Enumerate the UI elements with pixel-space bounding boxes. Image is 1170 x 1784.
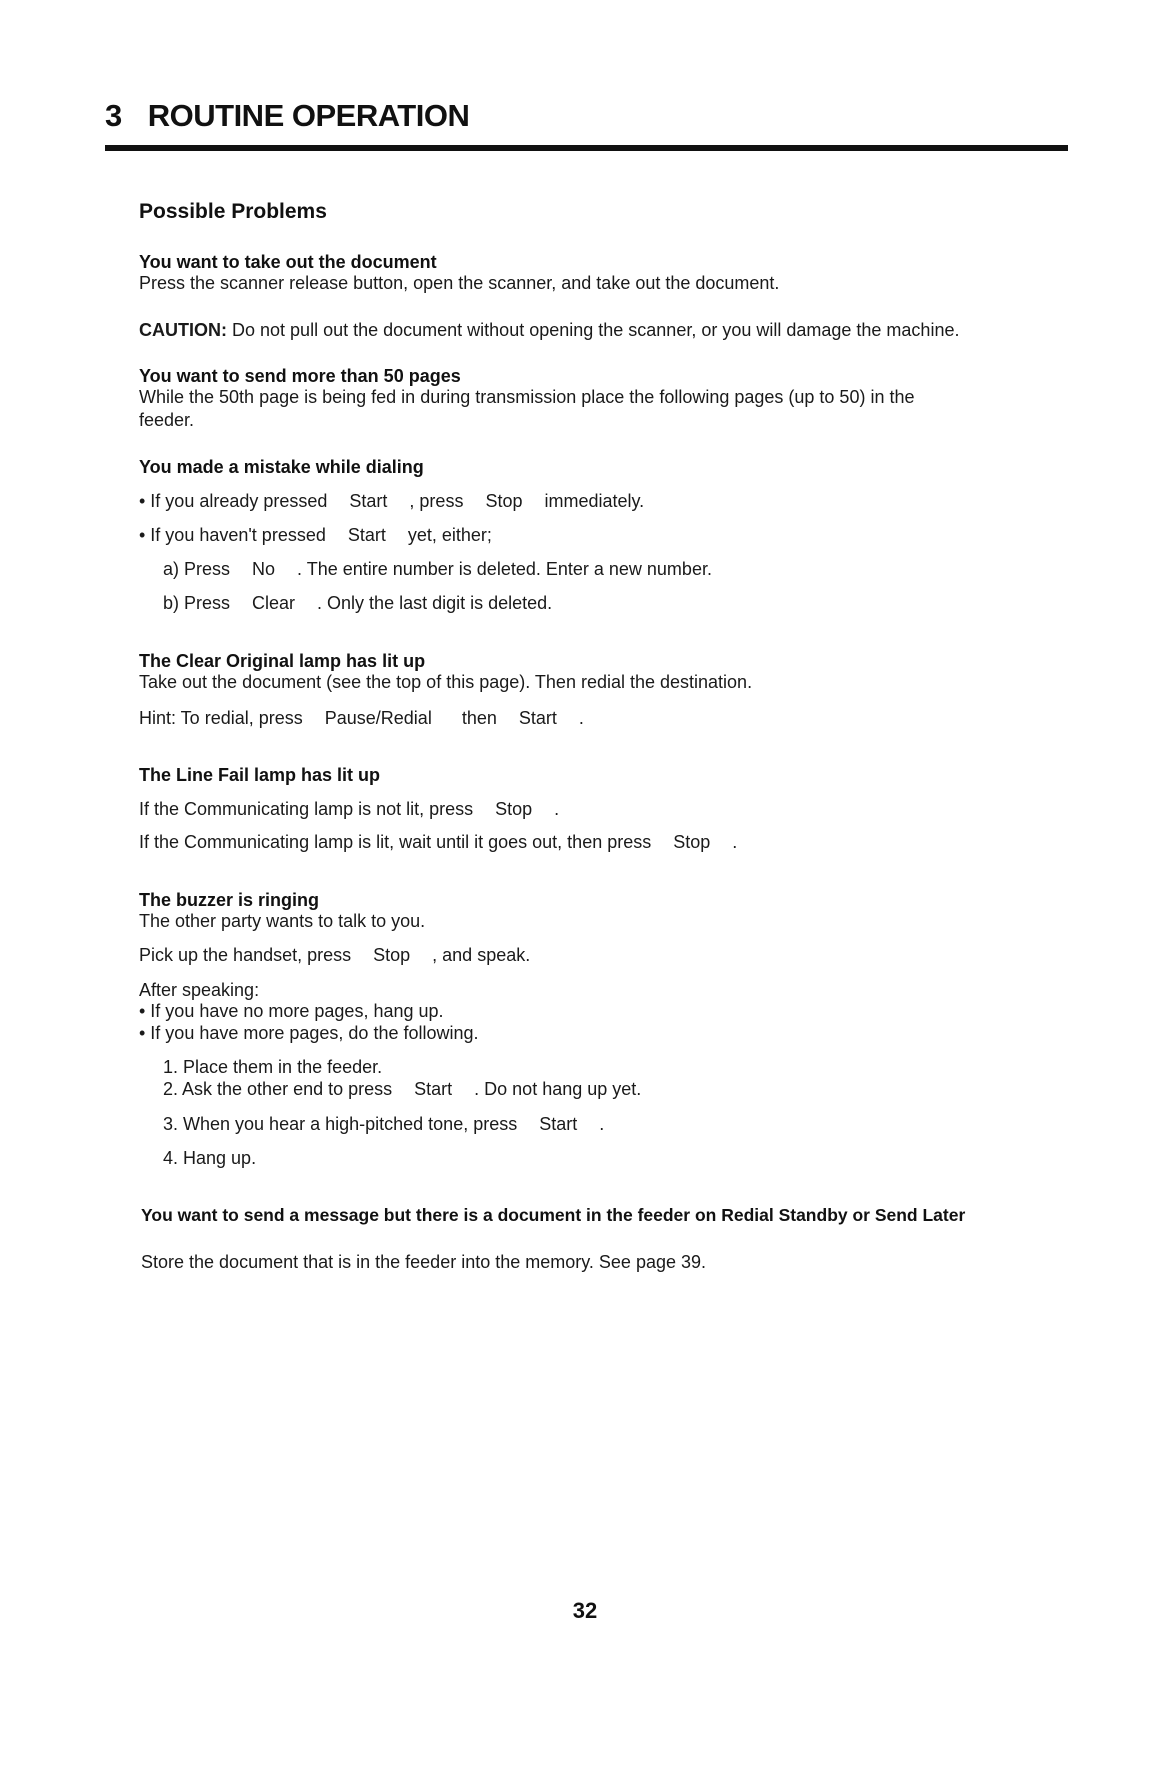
mistake-b2-pre: • If you haven't pressed bbox=[139, 525, 326, 545]
hint-pre: Hint: To redial, press bbox=[139, 708, 303, 728]
buzzer-after-speaking: After speaking: bbox=[139, 980, 260, 1000]
mistake-heading: You made a mistake while dialing bbox=[139, 457, 424, 477]
mistake-option-b bbox=[163, 593, 552, 614]
mistake-a-post: . The entire number is deleted. Enter a new number. bbox=[297, 559, 712, 579]
line-fail-heading: The Line Fail lamp has lit up bbox=[139, 765, 381, 785]
mistake-bullet-2 bbox=[139, 525, 492, 546]
chapter-title: ROUTINE OPERATION bbox=[147, 98, 470, 133]
take-out-text: Press the scanner release button, open the scanner, and take out the document. bbox=[139, 273, 780, 293]
chapter-rule bbox=[105, 145, 1068, 151]
caution-label: CAUTION: bbox=[139, 320, 227, 340]
page-number: 32 bbox=[572, 1598, 598, 1623]
buzzer-s3-pre: 3. When you hear a high-pitched tone, press bbox=[163, 1114, 518, 1134]
start-key-label: Start bbox=[518, 708, 557, 728]
buzzer-step-2 bbox=[163, 1079, 641, 1100]
mistake-option-a bbox=[163, 559, 712, 580]
mistake-b1-mid: , press bbox=[409, 491, 464, 511]
line-fail-l2-post: . bbox=[732, 832, 738, 852]
buzzer-bullet-2: • If you have more pages, do the following. bbox=[139, 1023, 479, 1043]
buzzer-heading: The buzzer is ringing bbox=[139, 890, 320, 910]
pause-redial-key-label: Pause/Redial bbox=[324, 708, 432, 728]
clear-key-label: Clear bbox=[252, 593, 296, 613]
message-heading: You want to send a message but there is a document in the feeder on Redial Standby or Send Later bbox=[141, 1205, 966, 1225]
caution-text: Do not pull out the document without opening the scanner, or you will damage the machine. bbox=[232, 320, 960, 340]
no-key-label: No bbox=[252, 559, 276, 579]
buzzer-s3-post: . bbox=[599, 1114, 605, 1134]
start-key-label: Start bbox=[349, 491, 388, 511]
buzzer-l2-post: , and speak. bbox=[432, 945, 531, 965]
clear-original-text: Take out the document (see the top of this page). Then redial the destination. bbox=[139, 672, 753, 692]
stop-key-label: Stop bbox=[485, 491, 523, 511]
stop-key-label: Stop bbox=[495, 799, 533, 819]
more-pages-line-1: While the 50th page is being fed in during transmission place the following pages (up to 50) in the bbox=[139, 387, 915, 407]
mistake-b1-pre: • If you already pressed bbox=[139, 491, 328, 511]
hint-mid: then bbox=[461, 708, 497, 728]
line-fail-l1-post: . bbox=[554, 799, 560, 819]
mistake-b2-post: yet, either; bbox=[407, 525, 492, 545]
line-fail-l2-pre: If the Communicating lamp is lit, wait until it goes out, then press bbox=[139, 832, 652, 852]
mistake-bullet-1 bbox=[139, 491, 644, 512]
start-key-label: Start bbox=[414, 1079, 453, 1099]
mistake-b1-post: immediately. bbox=[544, 491, 645, 511]
clear-original-heading: The Clear Original lamp has lit up bbox=[139, 651, 426, 671]
line-fail-l1-pre: If the Communicating lamp is not lit, press bbox=[139, 799, 474, 819]
more-pages-line-2: feeder. bbox=[139, 410, 195, 430]
line-fail-line-1 bbox=[139, 799, 559, 820]
take-out-heading: You want to take out the document bbox=[139, 252, 437, 272]
buzzer-s2-post: . Do not hang up yet. bbox=[474, 1079, 642, 1099]
hint-post: . bbox=[578, 708, 584, 728]
line-fail-line-2 bbox=[139, 832, 737, 853]
mistake-b-pre: b) Press bbox=[163, 593, 231, 613]
buzzer-step-4: 4. Hang up. bbox=[163, 1148, 257, 1168]
more-pages-heading: You want to send more than 50 pages bbox=[139, 366, 461, 386]
buzzer-l2-pre: Pick up the handset, press bbox=[139, 945, 352, 965]
stop-key-label: Stop bbox=[673, 832, 711, 852]
buzzer-step-1: 1. Place them in the feeder. bbox=[163, 1057, 383, 1077]
section-title: Possible Problems bbox=[139, 200, 327, 223]
start-key-label: Start bbox=[347, 525, 386, 545]
buzzer-bullet-1: • If you have no more pages, hang up. bbox=[139, 1001, 444, 1021]
caution-line bbox=[139, 320, 959, 341]
redial-hint bbox=[139, 708, 584, 729]
stop-key-label: Stop bbox=[373, 945, 411, 965]
buzzer-line-2 bbox=[139, 945, 530, 966]
buzzer-s2-pre: 2. Ask the other end to press bbox=[163, 1079, 393, 1099]
mistake-a-pre: a) Press bbox=[163, 559, 231, 579]
chapter-heading bbox=[105, 100, 469, 131]
buzzer-step-3 bbox=[163, 1114, 604, 1135]
buzzer-line-1: The other party wants to talk to you. bbox=[139, 911, 426, 931]
message-text: Store the document that is in the feeder into the memory. See page 39. bbox=[141, 1252, 707, 1272]
mistake-b-post: . Only the last digit is deleted. bbox=[317, 593, 553, 613]
chapter-number: 3 bbox=[105, 98, 122, 133]
start-key-label: Start bbox=[539, 1114, 578, 1134]
